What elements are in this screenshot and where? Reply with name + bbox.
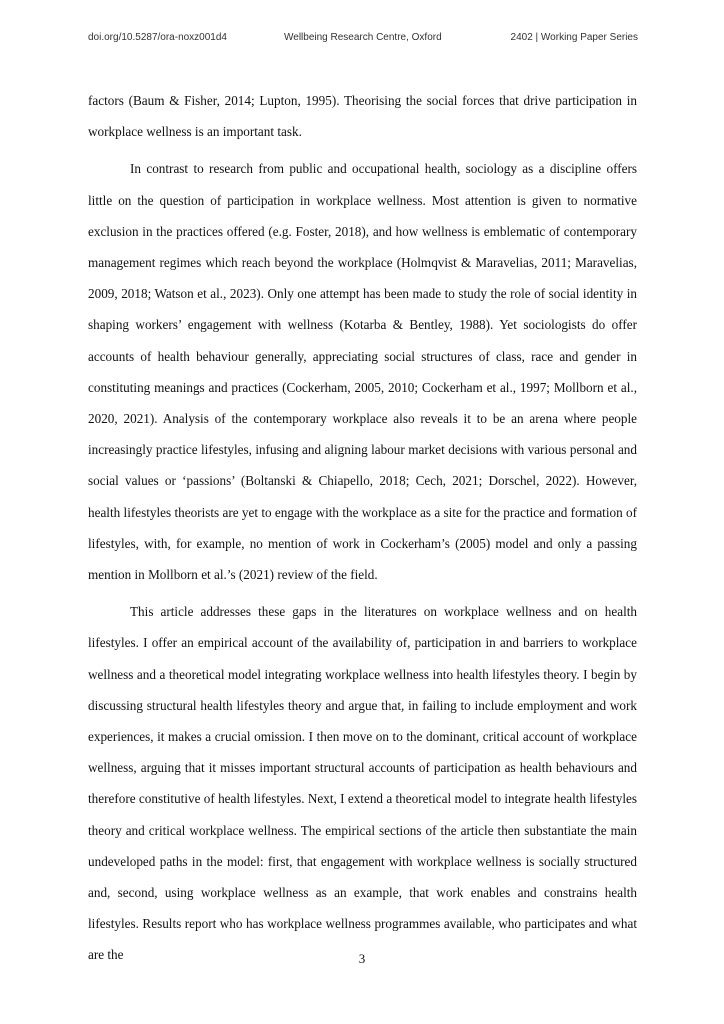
institution-name: Wellbeing Research Centre, Oxford [284, 32, 442, 43]
body-text [88, 85, 637, 977]
paragraph-literature-gap: In contrast to research from public and occupational health, sociology as a discipline offers little on the question of participation in workplace wellness. Most attention is given to normative exclusion in the practices offered (e.g. Foster, 2018), and how wellness is emblematic of contemporary management regimes which reach beyond the workplace (Holmqvist & Maravelias, 2011; Maravelias, 2009, 2018; Watson et al., 2023). Only one attempt has been made to study the role of social identity in shaping workers’ engagement with wellness (Kotarba & Bentley, 1988). Yet sociologists do offer accounts of health behaviour generally, appreciating social structures of class, race and gender in constituting meanings and practices (Cockerham, 2005, 2010; Cockerham et al., 1997; Mollborn et al., 2020, 2021). Analysis of the contemporary workplace also reveals it to be an arena where people increasingly practice lifestyles, infusing and aligning labour market decisions with various personal and social values or ‘passions’ (Boltanski & Chiapello, 2018; Cech, 2021; Dorschel, 2022). However, health lifestyles theorists are yet to engage with the workplace as a site for the practice and formation of lifestyles, with, for example, no mention of work in Cockerham’s (2005) model and only a passing mention in Mollborn et al.’s (2021) review of the field. [88, 161, 637, 583]
page-number: 3 [358, 951, 366, 966]
running-head [88, 32, 638, 46]
series-label: 2402 | Working Paper Series [510, 32, 638, 43]
paragraph-article-overview: This article addresses these gaps in the literatures on workplace wellness and on health lifestyles. I offer an empirical account of the availability of, participation in and barriers to workplace wellness and a theoretical model integrating workplace wellness into health lifestyles theory. I begin by discussing structural health lifestyles theory and argue that, in failing to include employment and work experiences, it makes a crucial omission. I then move on to the dominant, critical account of workplace wellness, arguing that it misses important structural accounts of participation as health behaviours and therefore constitutive of health lifestyles. Next, I extend a theoretical model to integrate health lifestyles theory and critical workplace wellness. The empirical sections of the article then substantiate the main undeveloped paths in the model: first, that engagement with workplace wellness is socially structured and, second, using workplace wellness as an example, that work enables and constrains health lifestyles. Results report who has workplace wellness programmes available, who participates and what are the [88, 604, 637, 963]
doi-link[interactable]: doi.org/10.5287/ora-noxz001d4 [88, 32, 227, 43]
paragraph-continuation: factors (Baum & Fisher, 2014; Lupton, 1995). Theorising the social forces that drive participation in workplace wellness is an important task. [88, 93, 637, 140]
